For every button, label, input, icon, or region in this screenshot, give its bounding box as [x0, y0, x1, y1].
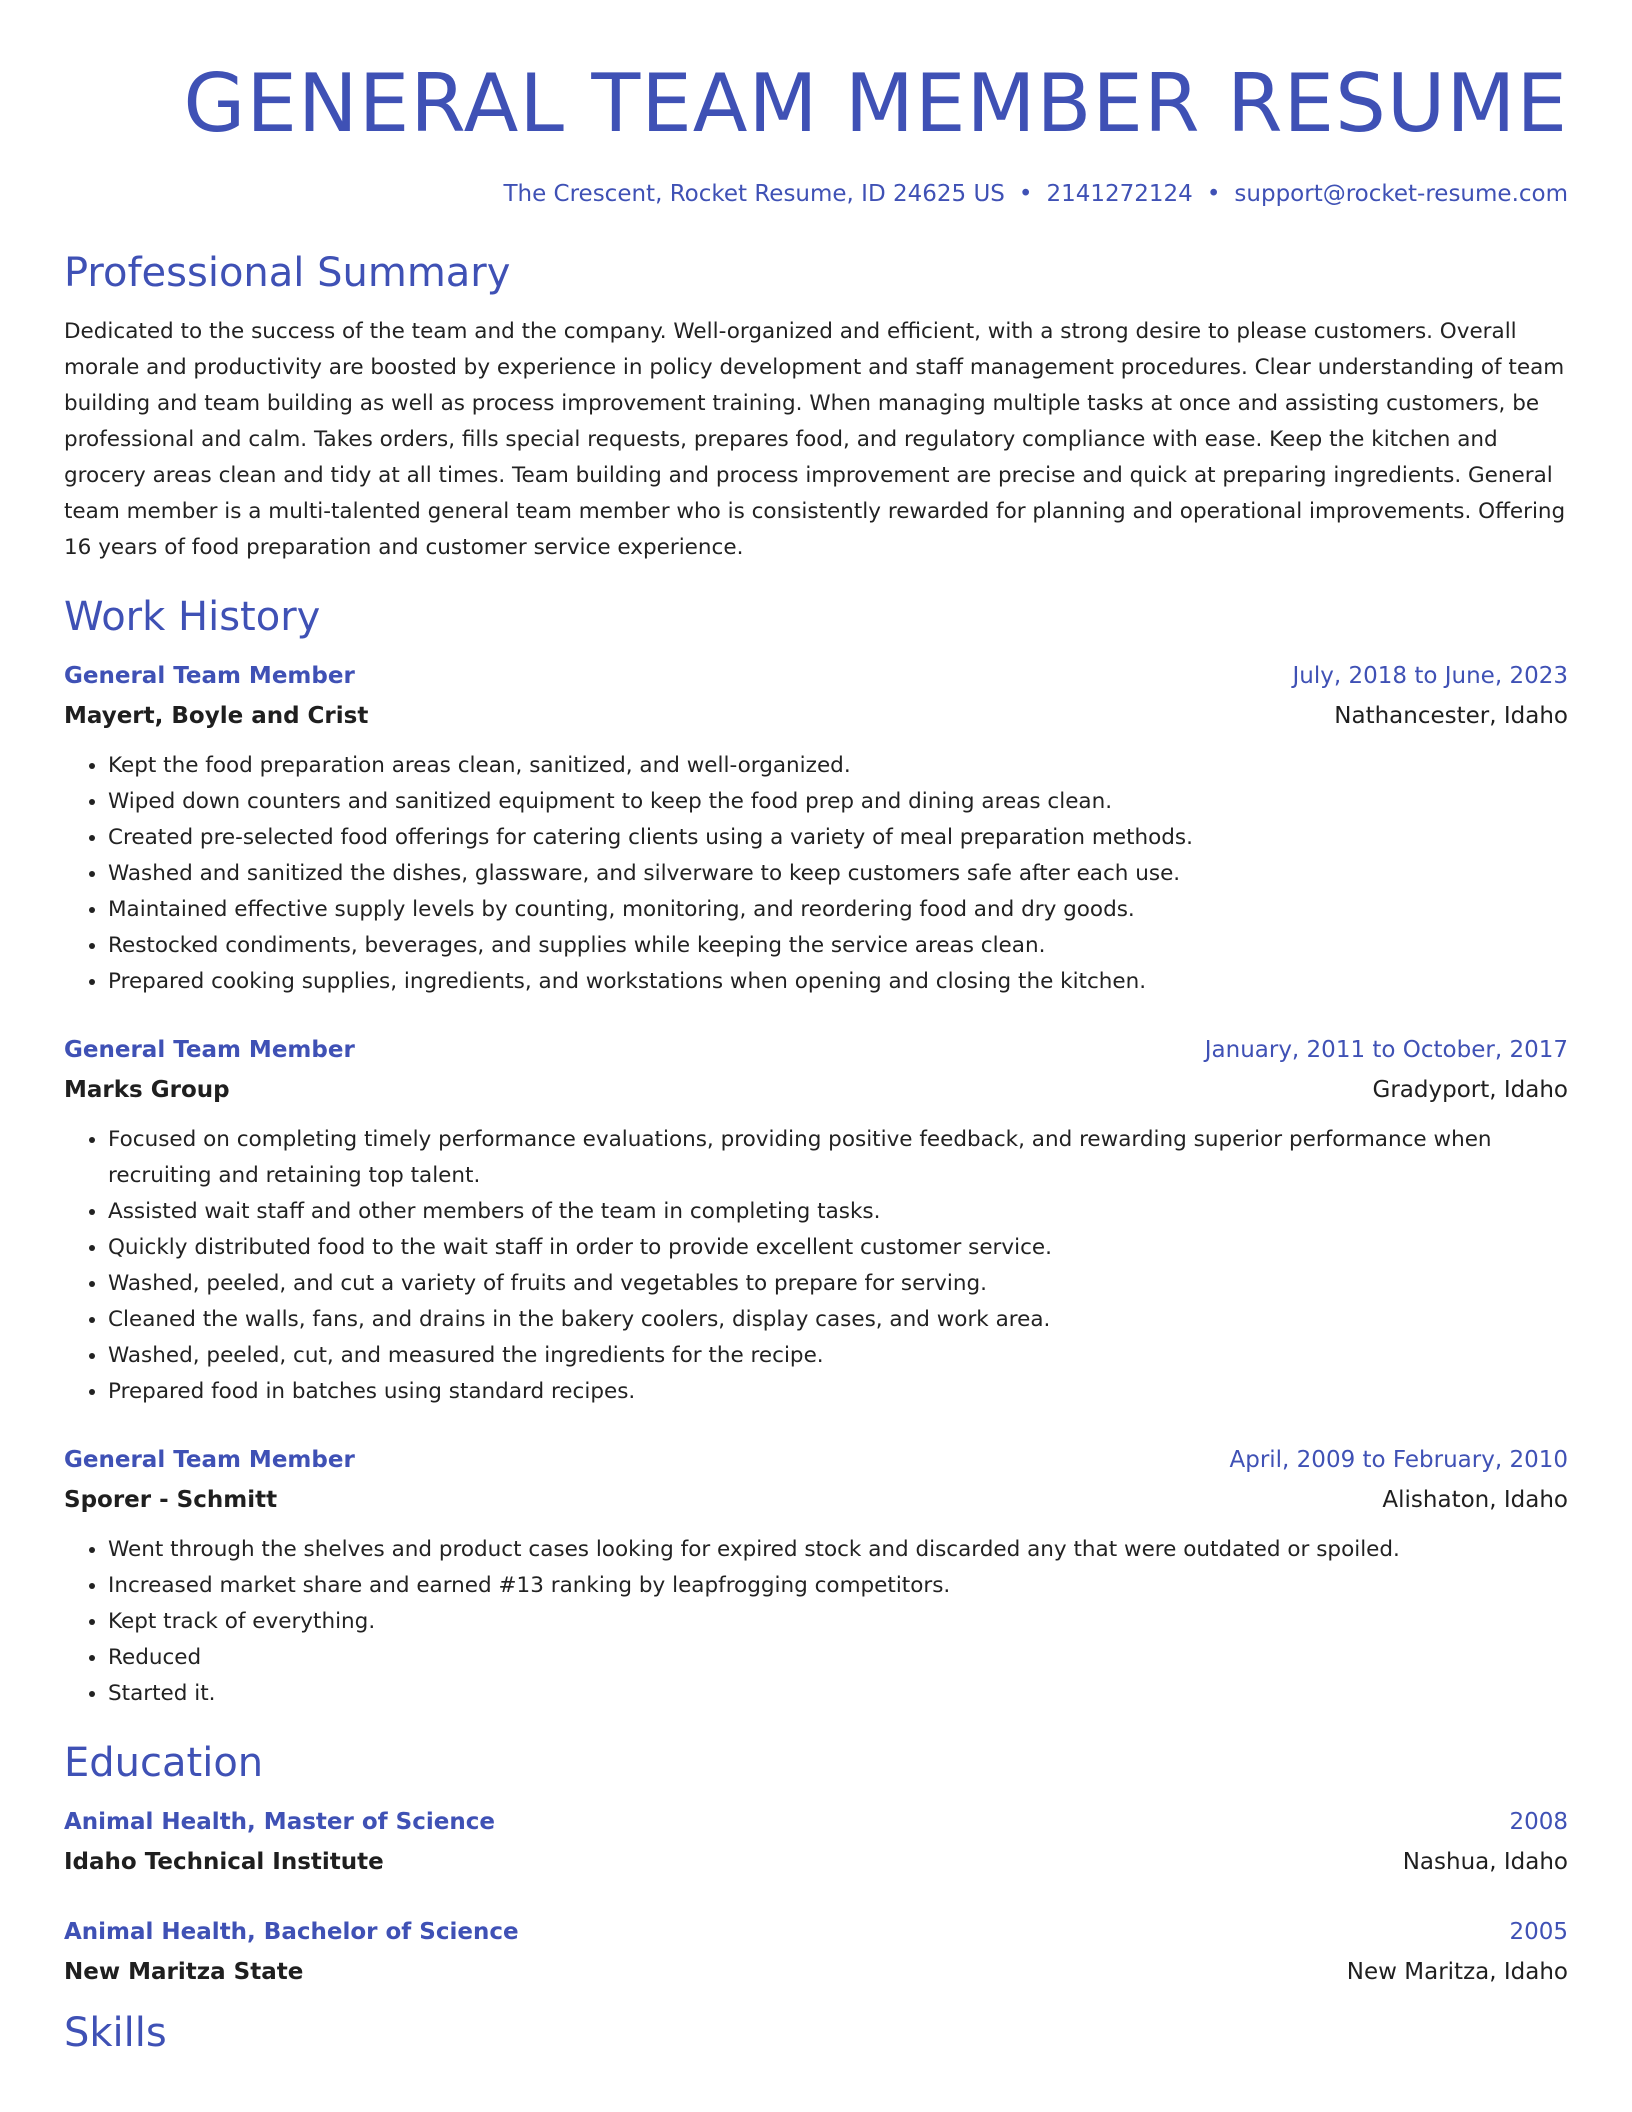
education-header	[64, 1912, 1568, 1952]
job-role: General Team Member	[64, 1037, 355, 1063]
job-bullet: • Washed, peeled, and cut a variety of fruits and vegetables to prepare for serving.	[108, 1266, 1568, 1302]
job-company: Mayert, Boyle and Crist	[64, 703, 369, 729]
job-bullet: • Focused on completing timely performance evaluations, providing positive feedback, and rewarding superior performance when recruiting and retaining top talent.	[108, 1122, 1568, 1194]
job-bullets	[64, 1122, 1568, 1410]
work-history-heading: Work History	[64, 594, 321, 640]
job-bullet: • Reduced	[108, 1640, 1568, 1676]
job-bullet: • Maintained effective supply levels by counting, monitoring, and reordering food and dry goods.	[108, 892, 1568, 928]
contact-line	[64, 178, 1568, 210]
job-bullet: • Started it.	[108, 1676, 1568, 1712]
job-company: Marks Group	[64, 1077, 230, 1103]
job-role: General Team Member	[64, 663, 355, 689]
job-bullet: • Prepared cooking supplies, ingredients, and workstations when opening and closing the kitchen.	[108, 964, 1568, 1000]
education-degree: Animal Health, Bachelor of Science	[64, 1919, 519, 1945]
contact-address: The Crescent, Rocket Resume, ID 24625 US	[503, 181, 1005, 207]
education-entry	[64, 1802, 1568, 1882]
job-role: General Team Member	[64, 1447, 355, 1473]
job-bullet: • Quickly distributed food to the wait staff in order to provide excellent customer service.	[108, 1230, 1568, 1266]
resume-name: GENERAL TEAM MEMBER RESUME	[183, 57, 1568, 150]
education-subheader	[64, 1952, 1568, 1992]
job-entry	[64, 656, 1568, 1000]
job-location: Alishaton, Idaho	[1382, 1487, 1568, 1513]
summary-heading: Professional Summary	[64, 250, 511, 296]
job-dates: April, 2009 to February, 2010	[1229, 1447, 1568, 1473]
education-year: 2008	[1509, 1809, 1568, 1835]
job-bullets	[64, 1532, 1568, 1712]
job-bullet: • Prepared food in batches using standard recipes.	[108, 1374, 1568, 1410]
job-company: Sporer - Schmitt	[64, 1487, 278, 1513]
job-subheader	[64, 1480, 1568, 1520]
contact-separator: •	[1018, 181, 1033, 207]
job-bullet: • Assisted wait staff and other members of the team in completing tasks.	[108, 1194, 1568, 1230]
summary-text: Dedicated to the success of the team and the company. Well-organized and efficient, with a strong desire to please customers. Overall morale and productivity are boosted by experience in policy development and staff management procedures. Clear understanding of team building and team building as well as process improvement training. When managing multiple tasks at once and assisting customers, be professional and calm. Takes orders, fills special requests, prepares food, and regulatory compliance with ease. Keep the kitchen and grocery areas clean and tidy at all times. Team building and process improvement are precise and quick at preparing ingredients. General team member is a multi-talented general team member who is consistently rewarded for planning and operational improvements. Offering 16 years of food preparation and customer service experience.	[64, 319, 1566, 560]
education-location: New Maritza, Idaho	[1346, 1959, 1568, 1985]
job-bullet: • Washed, peeled, cut, and measured the ingredients for the recipe.	[108, 1338, 1568, 1374]
job-bullet: • Kept the food preparation areas clean, sanitized, and well-organized.	[108, 748, 1568, 784]
job-bullet: • Kept track of everything.	[108, 1604, 1568, 1640]
job-subheader	[64, 1070, 1568, 1110]
contact-separator: •	[1206, 181, 1221, 207]
education-year: 2005	[1509, 1919, 1568, 1945]
education-subheader	[64, 1842, 1568, 1882]
skills-heading: Skills	[64, 2010, 167, 2056]
job-location: Nathancester, Idaho	[1334, 703, 1568, 729]
job-subheader	[64, 696, 1568, 736]
education-school: New Maritza State	[64, 1959, 304, 1985]
job-dates: July, 2018 to June, 2023	[1292, 663, 1568, 689]
education-school: Idaho Technical Institute	[64, 1849, 384, 1875]
job-header	[64, 1440, 1568, 1480]
job-entry	[64, 1440, 1568, 1712]
contact-phone: 2141272124	[1046, 181, 1193, 207]
job-bullet: • Increased market share and earned #13 ranking by leapfrogging competitors.	[108, 1568, 1568, 1604]
job-bullet: • Cleaned the walls, fans, and drains in the bakery coolers, display cases, and work area.	[108, 1302, 1568, 1338]
education-location: Nashua, Idaho	[1402, 1849, 1568, 1875]
education-heading: Education	[64, 1740, 264, 1786]
job-bullet: • Went through the shelves and product cases looking for expired stock and discarded any that were outdated or spoiled.	[108, 1532, 1568, 1568]
job-bullet: • Restocked condiments, beverages, and supplies while keeping the service areas clean.	[108, 928, 1568, 964]
education-degree: Animal Health, Master of Science	[64, 1809, 495, 1835]
job-bullet: • Created pre-selected food offerings for catering clients using a variety of meal preparation methods.	[108, 820, 1568, 856]
job-dates: January, 2011 to October, 2017	[1204, 1037, 1568, 1063]
job-bullet: • Wiped down counters and sanitized equipment to keep the food prep and dining areas clean.	[108, 784, 1568, 820]
education-header	[64, 1802, 1568, 1842]
contact-email: support@rocket-resume.com	[1234, 181, 1568, 207]
job-header	[64, 656, 1568, 696]
job-location: Gradyport, Idaho	[1372, 1077, 1568, 1103]
job-bullets	[64, 748, 1568, 1000]
job-entry	[64, 1030, 1568, 1410]
resume-page	[64, 0, 1568, 2058]
education-entry	[64, 1912, 1568, 1992]
job-bullet: • Washed and sanitized the dishes, glassware, and silverware to keep customers safe after each use.	[108, 856, 1568, 892]
job-header	[64, 1030, 1568, 1070]
